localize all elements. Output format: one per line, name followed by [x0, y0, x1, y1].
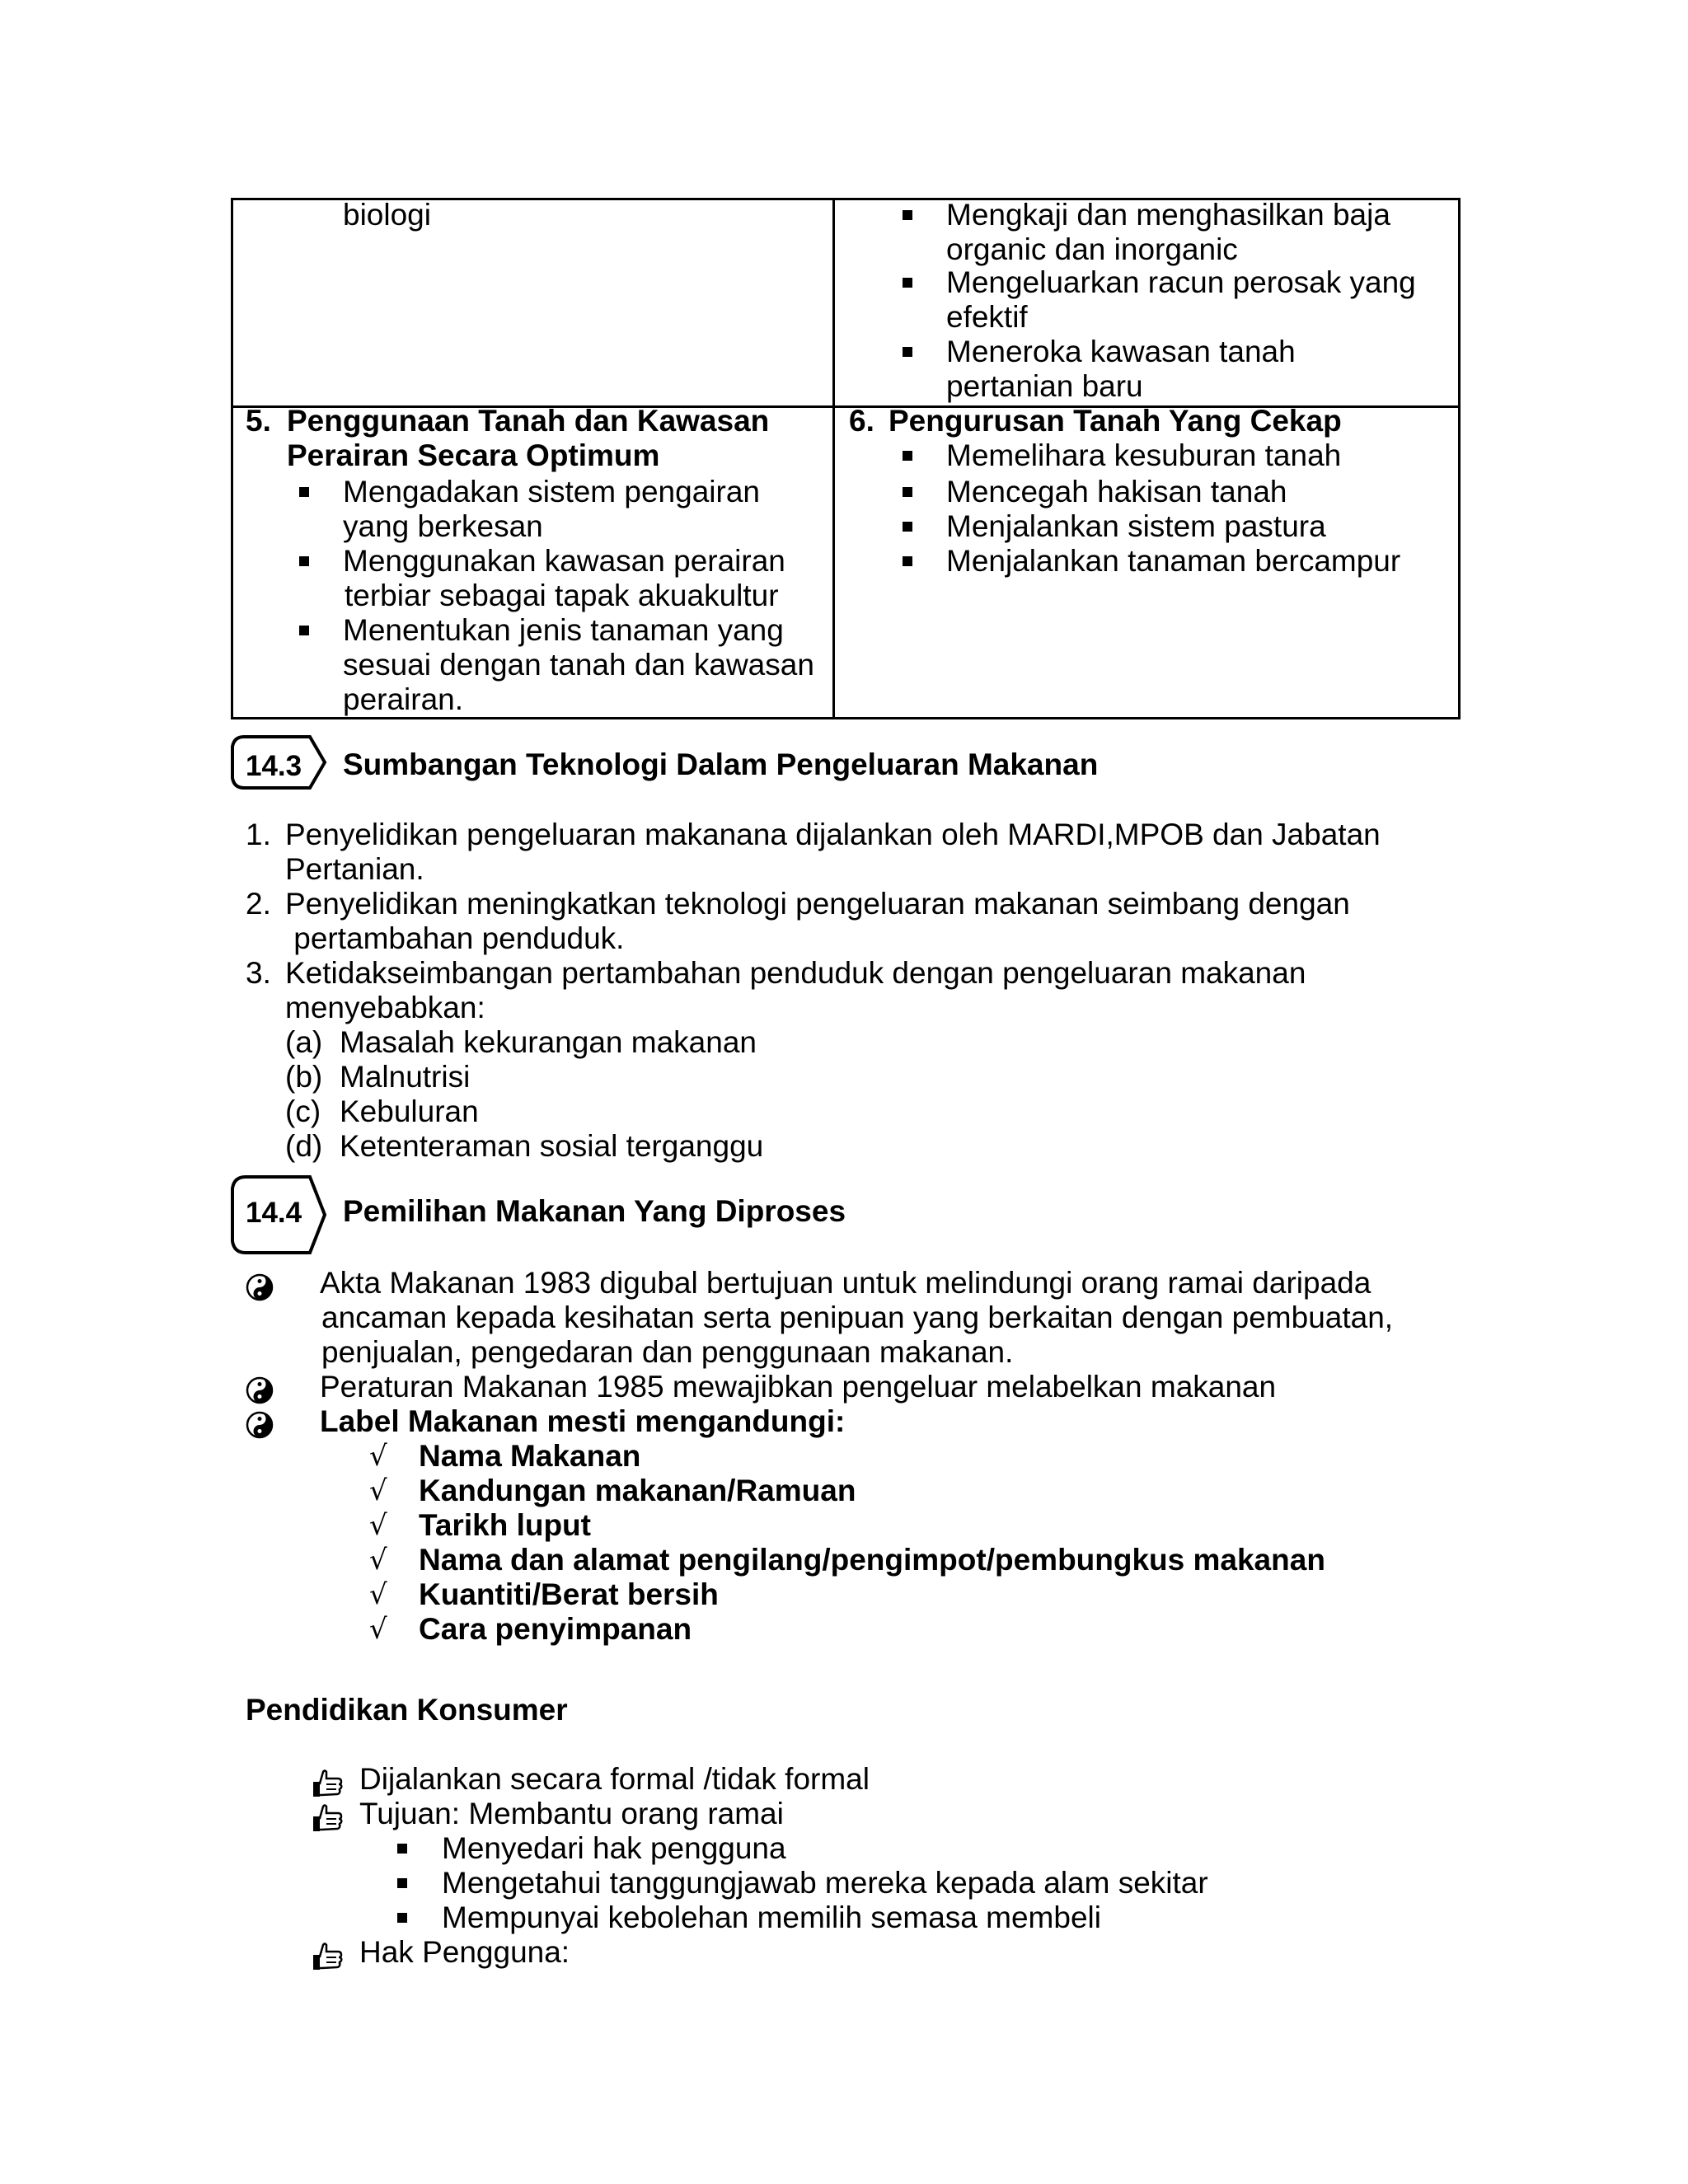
table-border-left — [231, 198, 233, 719]
section-14-4-number: 14.4 — [246, 1197, 302, 1229]
label-item: Tarikh luput — [419, 1508, 591, 1542]
row2-left-bullet-2-line2: terbiar sebagai tapak akuakultur — [345, 579, 779, 612]
bullet-square-icon — [903, 210, 912, 220]
row2-left-number: 5. — [246, 404, 271, 438]
consumer-point-2: Tujuan: Membantu orang ramai — [359, 1797, 784, 1830]
check-mark-icon: √ — [369, 1440, 387, 1473]
sub-item-text: Ketenteraman sosial terganggu — [340, 1129, 764, 1163]
sub-item-text: Masalah kekurangan makanan — [340, 1025, 757, 1059]
row2-left-bullet-1-line2: yang berkesan — [343, 509, 543, 543]
consumer-bullet: Menyedari hak pengguna — [442, 1831, 786, 1865]
row1-left-text: biologi — [343, 198, 431, 232]
section-14-3-title: Sumbangan Teknologi Dalam Pengeluaran Makanan — [343, 748, 1099, 781]
point-1-line3: penjualan, pengedaran dan penggunaan makanan. — [321, 1335, 1014, 1369]
consumer-point-3: Hak Pengguna: — [359, 1935, 570, 1969]
point-2-text: Peraturan Makanan 1985 mewajibkan pengeluar melabelkan makanan — [320, 1370, 1277, 1404]
row2-right-bullet-4: Menjalankan tanaman bercampur — [946, 544, 1401, 578]
item-2-line1: Penyelidikan meningkatkan teknologi pengeluaran makanan seimbang dengan — [285, 887, 1350, 921]
bullet-square-icon — [397, 1844, 407, 1854]
bullet-square-icon — [397, 1878, 407, 1888]
bullet-square-icon — [299, 556, 309, 566]
row2-left-bullet-3-line3: perairan. — [343, 682, 464, 716]
hand-pointer-icon — [312, 1802, 345, 1833]
hand-pointer-icon — [312, 1940, 345, 1971]
label-item: Nama Makanan — [419, 1439, 641, 1473]
point-1-line1: Akta Makanan 1983 digubal bertujuan untuk melindungi orang ramai daripada — [320, 1266, 1372, 1300]
row2-right-number: 6. — [849, 404, 874, 438]
table-border-right — [1458, 198, 1461, 719]
row2-left-bullet-3-line1: Menentukan jenis tanaman yang — [343, 613, 784, 647]
bullet-square-icon — [903, 487, 912, 497]
item-2-line2: pertambahan penduduk. — [285, 921, 625, 955]
row2-right-bullet-3: Menjalankan sistem pastura — [946, 509, 1326, 543]
row2-right-bullet-1: Memelihara kesuburan tanah — [946, 438, 1342, 472]
check-mark-icon: √ — [369, 1578, 387, 1611]
item-1-line2: Pertanian. — [285, 852, 424, 886]
item-3-line2: menyebabkan: — [285, 991, 485, 1024]
row2-right-bullet-2: Mencegah hakisan tanah — [946, 475, 1287, 509]
sub-item-label: (a) — [285, 1025, 323, 1059]
section-14-3-number: 14.3 — [246, 750, 302, 782]
bullet-square-icon — [903, 556, 912, 566]
label-item: Cara penyimpanan — [419, 1612, 692, 1646]
bullet-square-icon — [903, 278, 912, 288]
row2-right-heading: Pengurusan Tanah Yang Cekap — [889, 404, 1342, 438]
sub-item-label: (c) — [285, 1094, 321, 1128]
sub-item-label: (d) — [285, 1129, 323, 1163]
bullet-square-icon — [903, 522, 912, 532]
row2-left-bullet-3-line2: sesuai dengan tanah dan kawasan — [343, 648, 814, 682]
row1-bullet-3-line2: pertanian baru — [946, 369, 1143, 403]
label-item: Nama dan alamat pengilang/pengimpot/pembungkus makanan — [419, 1543, 1325, 1577]
sub-item-label: (b) — [285, 1060, 323, 1094]
consumer-heading: Pendidikan Konsumer — [246, 1693, 568, 1727]
consumer-bullet: Mengetahui tanggungjawab mereka kepada alam sekitar — [442, 1866, 1208, 1900]
row1-bullet-3-line1: Meneroka kawasan tanah — [946, 335, 1296, 368]
check-mark-icon: √ — [369, 1474, 387, 1507]
yin-yang-icon — [246, 1273, 274, 1301]
item-1-number: 1. — [246, 818, 271, 851]
table-border-bottom — [231, 717, 1461, 719]
consumer-bullet: Mempunyai kebolehan memilih semasa membeli — [442, 1900, 1101, 1934]
item-1-line1: Penyelidikan pengeluaran makanana dijalankan oleh MARDI,MPOB dan Jabatan — [285, 818, 1381, 851]
bullet-square-icon — [903, 347, 912, 357]
consumer-point-1: Dijalankan secara formal /tidak formal — [359, 1762, 870, 1796]
row2-left-bullet-1-line1: Mengadakan sistem pengairan — [343, 475, 760, 509]
item-2-number: 2. — [246, 887, 271, 921]
hand-pointer-icon — [312, 1767, 345, 1798]
row2-left-bullet-2-line1: Menggunakan kawasan perairan — [343, 544, 785, 578]
section-14-4-title: Pemilihan Makanan Yang Diproses — [343, 1194, 846, 1228]
sub-item-text: Kebuluran — [340, 1094, 479, 1128]
row2-left-heading-line1: Penggunaan Tanah dan Kawasan — [287, 404, 770, 438]
yin-yang-icon — [246, 1411, 274, 1439]
row1-bullet-1-line2: organic dan inorganic — [946, 232, 1238, 266]
bullet-square-icon — [397, 1913, 407, 1923]
check-mark-icon: √ — [369, 1613, 387, 1646]
row1-bullet-2-line1: Mengeluarkan racun perosak yang — [946, 265, 1416, 299]
check-mark-icon: √ — [369, 1509, 387, 1542]
row1-bullet-2-line2: efektif — [946, 300, 1028, 334]
label-item: Kandungan makanan/Ramuan — [419, 1474, 856, 1507]
point-1-line2: ancaman kepada kesihatan serta penipuan yang berkaitan dengan pembuatan, — [321, 1301, 1394, 1334]
point-3-text: Label Makanan mesti mengandungi: — [320, 1404, 846, 1438]
row1-bullet-1-line1: Mengkaji dan menghasilkan baja — [946, 198, 1390, 232]
item-3-line1: Ketidakseimbangan pertambahan penduduk dengan pengeluaran makanan — [285, 956, 1306, 990]
item-3-number: 3. — [246, 956, 271, 990]
row2-left-heading-line2: Perairan Secara Optimum — [287, 438, 660, 472]
bullet-square-icon — [903, 451, 912, 461]
bullet-square-icon — [299, 487, 309, 497]
label-item: Kuantiti/Berat bersih — [419, 1577, 719, 1611]
check-mark-icon: √ — [369, 1544, 387, 1577]
bullet-square-icon — [299, 626, 309, 635]
sub-item-text: Malnutrisi — [340, 1060, 471, 1094]
yin-yang-icon — [246, 1376, 274, 1404]
table-column-divider — [832, 198, 835, 719]
